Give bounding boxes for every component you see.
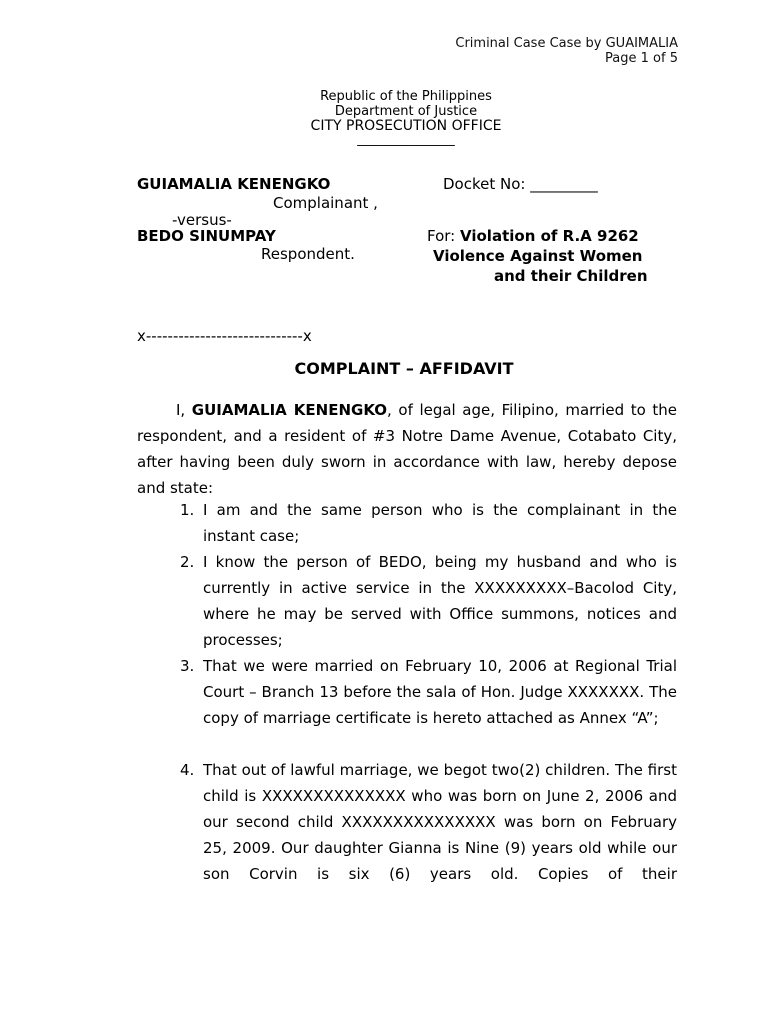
intro-text: , of legal age, Filipino, married to the respondent, and a resident of #3 Notre Dame Avenue, Cotabato City, after having been duly sworn in accordance with law, hereby depose and state:: [137, 401, 677, 497]
list-item-number: 3.: [180, 657, 195, 675]
list-item-number: 2.: [180, 553, 195, 571]
list-item-text: I am and the same person who is the complainant in the instant case;: [203, 501, 677, 545]
separator-line: x-----------------------------x: [137, 327, 312, 345]
list-item: [180, 549, 677, 653]
list-item-number: 4.: [180, 761, 195, 779]
respondent-name: BEDO SINUMPAY: [137, 227, 276, 245]
document-title: COMPLAINT – AFFIDAVIT: [294, 359, 514, 378]
page-number: Page 1 of 5: [605, 51, 678, 66]
charge-line-3: and their Children: [494, 267, 648, 285]
list-item-text: I know the person of BEDO, being my husband and who is currently in active service in the XXXXXXXXX–Bacolod City, where he may be served with Office summons, notices and processes;: [203, 553, 677, 649]
intro-i: I,: [176, 401, 186, 419]
case-label: Criminal Case Case by GUAIMALIA: [455, 36, 678, 51]
complainant-label: Complainant ,: [273, 194, 378, 212]
intro-name: GUIAMALIA KENENGKO: [191, 401, 388, 419]
list-item-text: That out of lawful marriage, we begot two(2) children. The first child is XXXXXXXXXXXXXX who was born on June 2, 2006 and our second child XXXXXXXXXXXXXXX was born on February 25, 2009. Our daughter Gianna is Nine (9) years old while our son Corvin is six (6) years old. Copies of their: [203, 761, 677, 883]
docket-number: Docket No: _________: [443, 175, 598, 193]
versus-label: -versus-: [172, 211, 232, 229]
list-item: [180, 497, 677, 549]
office-line-republic: Republic of the Philippines: [320, 89, 492, 104]
office-heading: [0, 89, 768, 146]
list-item: [180, 653, 677, 731]
list-item-text: That we were married on February 10, 2006 at Regional Trial Court – Branch 13 before the sala of Hon. Judge XXXXXXX. The copy of marriage certificate is hereto attached as Annex “A”;: [203, 657, 677, 727]
office-line-prosecution: CITY PROSECUTION OFFICE: [310, 118, 502, 134]
running-header: [455, 36, 678, 66]
office-underline: _______________: [357, 132, 455, 147]
for-label: For:: [427, 227, 456, 245]
charge-line-1: [427, 227, 639, 245]
list-item: [180, 757, 677, 887]
intro-paragraph: [137, 397, 677, 501]
charge-violation: Violation of R.A 9262: [460, 227, 639, 245]
respondent-label: Respondent.: [261, 245, 355, 263]
office-line-department: Department of Justice: [334, 104, 478, 119]
list-item-number: 1.: [180, 501, 195, 519]
complainant-name: GUIAMALIA KENENGKO: [137, 175, 331, 193]
charge-line-2: Violence Against Women: [433, 247, 643, 265]
